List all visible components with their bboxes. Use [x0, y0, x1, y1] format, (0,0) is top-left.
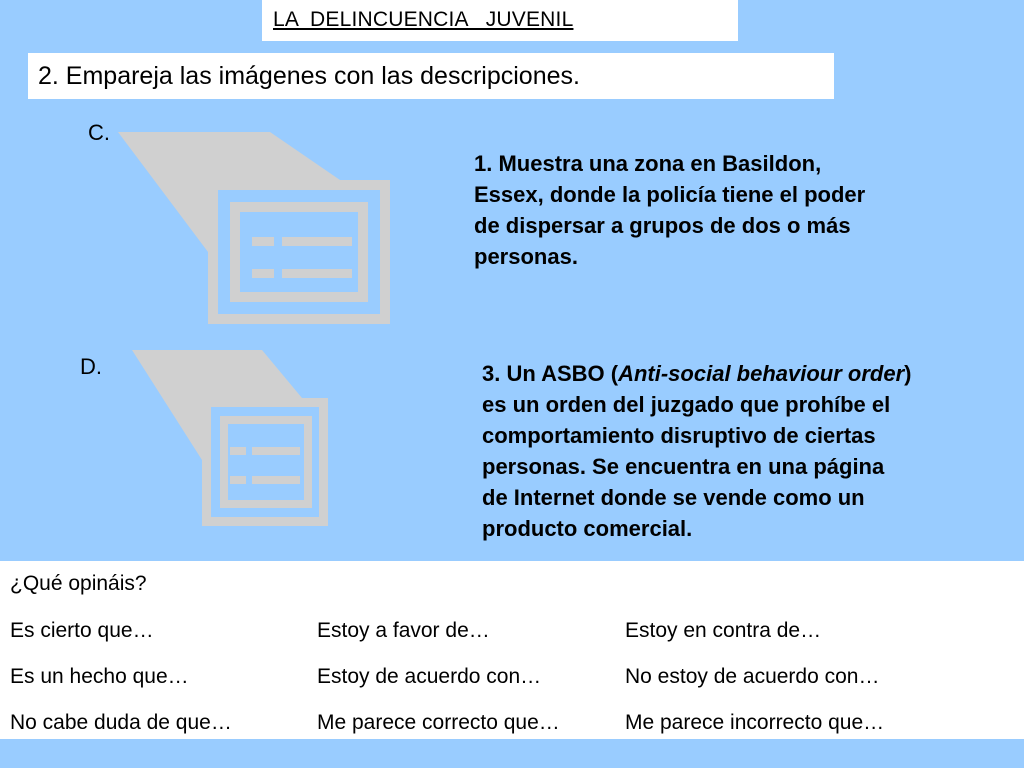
placeholder-bullet — [252, 237, 274, 246]
phrase-item: Estoy en contra de… — [625, 619, 822, 642]
title-box — [262, 0, 738, 41]
description-line: es un orden del juzgado que prohíbe el — [482, 392, 891, 417]
description-line — [482, 358, 911, 389]
opinion-panel — [0, 561, 1024, 739]
description-3 — [482, 358, 911, 544]
description-1 — [474, 148, 865, 272]
description-prefix: 3. Un ASBO ( — [482, 361, 619, 386]
phrase-item: Es un hecho que… — [10, 665, 189, 688]
opinion-prompt: ¿Qué opináis? — [10, 572, 147, 595]
placeholder-line — [252, 447, 300, 455]
image-letter-d: D. — [80, 354, 102, 379]
placeholder-bullet — [230, 447, 246, 455]
picture-placeholder-icon — [132, 350, 328, 526]
instruction-text: 2. Empareja las imágenes con las descripciones. — [38, 62, 580, 90]
picture-placeholder-icon — [118, 132, 390, 324]
phrase-item: No estoy de acuerdo con… — [625, 665, 880, 688]
description-line: personas. — [474, 244, 578, 269]
instruction-box — [28, 53, 834, 99]
phrase-item: Estoy de acuerdo con… — [317, 665, 542, 688]
placeholder-line — [282, 237, 352, 246]
placeholder-bullet — [252, 269, 274, 278]
phrase-item: Es cierto que… — [10, 619, 154, 642]
description-line: de dispersar a grupos de dos o más — [474, 213, 851, 238]
placeholder-line — [282, 269, 352, 278]
description-line: personas. Se encuentra en una página — [482, 454, 885, 479]
phrase-item: Me parece correcto que… — [317, 711, 560, 734]
description-line: producto comercial. — [482, 516, 693, 541]
description-line: comportamiento disruptivo de ciertas — [482, 423, 876, 448]
phrase-item: Me parece incorrecto que… — [625, 711, 885, 734]
placeholder-card-inner — [228, 424, 304, 500]
placeholder-line — [252, 476, 300, 484]
placeholder-card-inner — [240, 212, 358, 292]
page-title: LA DELINCUENCIA JUVENIL — [273, 8, 574, 31]
phrase-item: No cabe duda de que… — [10, 711, 232, 734]
phrase-item: Estoy a favor de… — [317, 619, 490, 642]
description-line: 1. Muestra una zona en Basildon, — [474, 151, 822, 176]
placeholder-bullet — [230, 476, 246, 484]
description-line: Essex, donde la policía tiene el poder — [474, 182, 866, 207]
description-suffix: ) — [904, 361, 912, 386]
image-letter-c: C. — [88, 120, 110, 145]
description-line: de Internet donde se vende como un — [482, 485, 865, 510]
description-italic: Anti-social behaviour order — [618, 361, 905, 386]
